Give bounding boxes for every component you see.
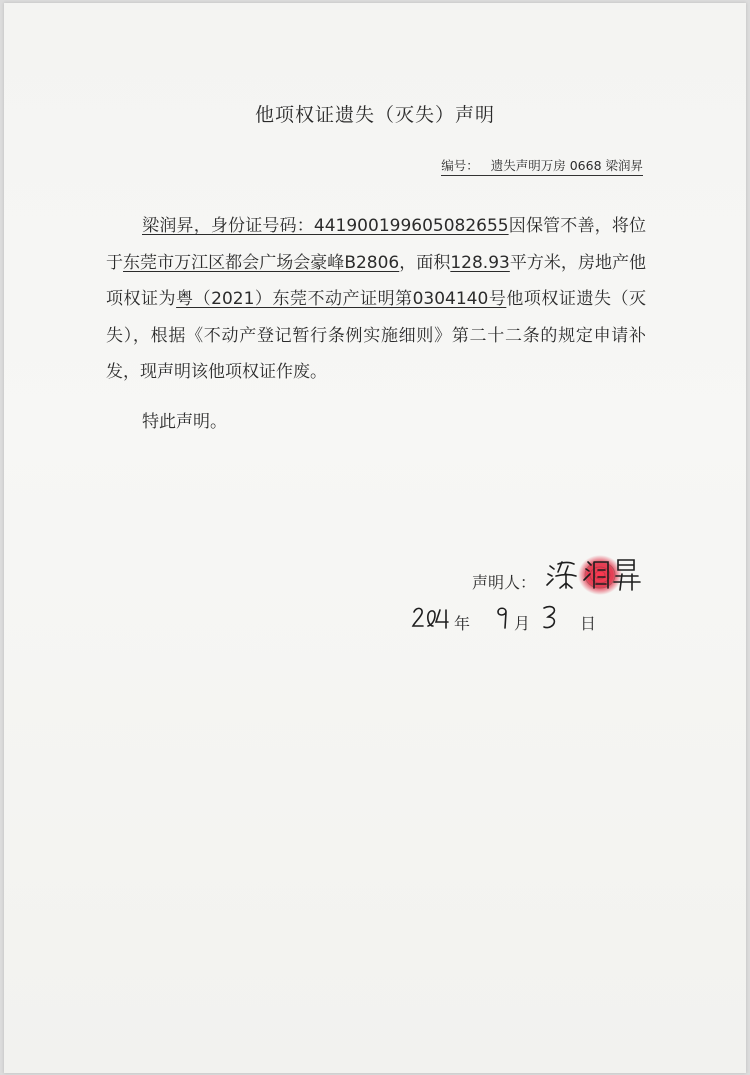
date-row [410,598,610,648]
property-area: 128.93 [450,252,510,273]
day-unit: 日 [580,614,597,633]
document-title: 他项权证遗失（灭失）声明 [254,104,495,126]
body-text-2: ，面积 [399,252,451,273]
handwritten-year [410,604,460,634]
closing-statement: 特此声明。 [142,412,227,432]
handwritten-day [540,602,564,634]
document-number-value: 遗失声明万房 0668 梁润昇 [490,158,643,173]
body-text-4: 他项权证遗失（灭失），根据《不动产登记暂行条例实施细则》第二十二条的规定申请补发，现声明该他项权证作废。 [106,289,647,382]
document-number-label: 编号： [441,158,479,173]
handwritten-month [494,602,514,634]
document-number [441,156,643,176]
body-text-3: 平方米，房地产他项权证为 [106,252,647,309]
year-unit: 年 [454,614,471,633]
body-text-1: 因保管不善，将位于 [106,216,647,273]
declarant-label: 声明人： [472,573,537,592]
month-unit: 月 [514,614,531,633]
name-and-id: 梁润昇，身份证号码：441900199605082655 [142,216,509,236]
property-address: 东莞市万江区都会广场会豪峰B2806 [123,252,400,273]
statement-body [106,208,646,391]
certificate-number: 粤（2021）东莞不动产证明第0304140号 [176,289,507,309]
